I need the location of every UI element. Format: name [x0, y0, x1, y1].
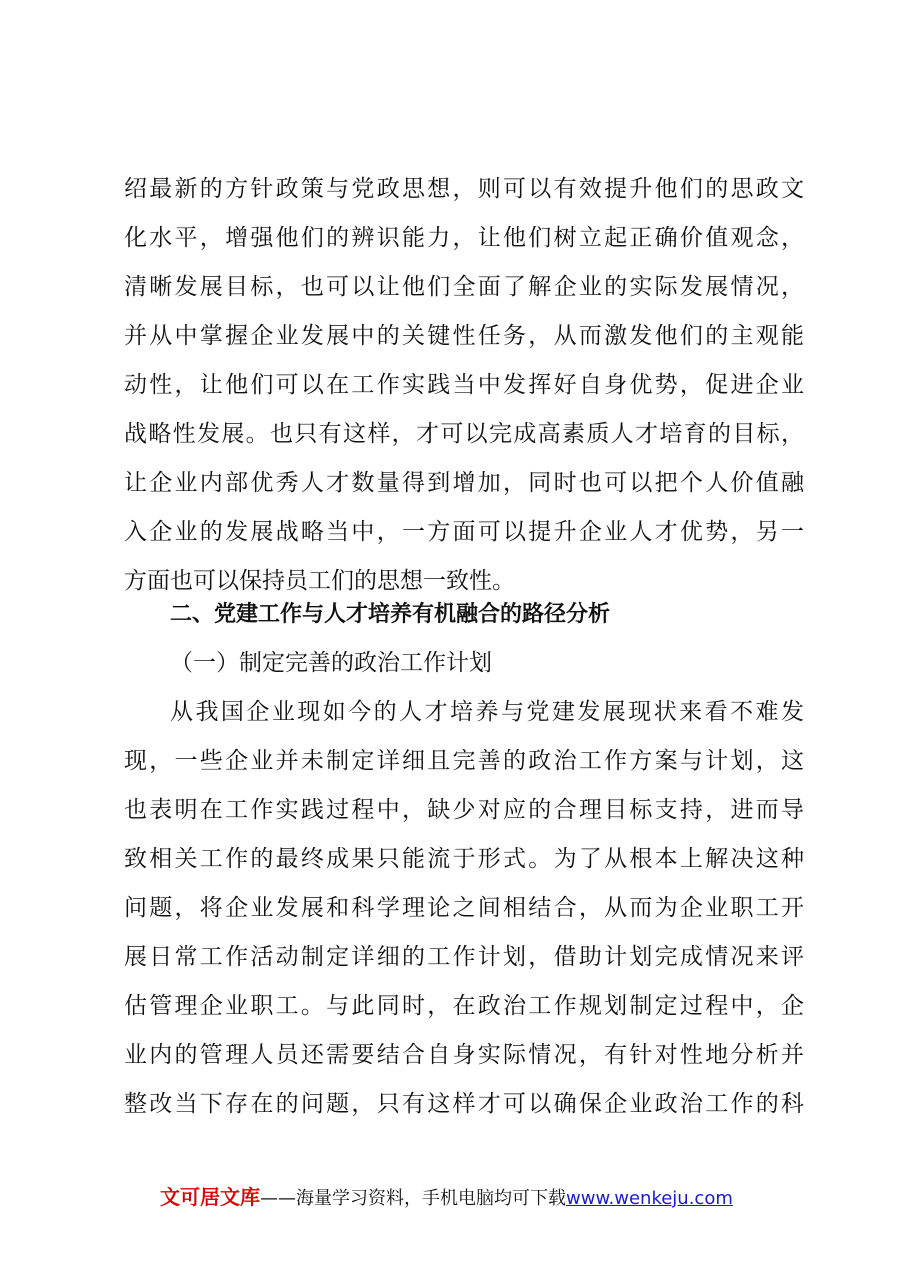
text-line: 动性，让他们可以在工作实践当中发挥好自身优势，促进企业 — [124, 372, 804, 398]
text-line: 从我国企业现如今的人才培养与党建发展现状来看不难发 — [170, 699, 804, 725]
text-line: 化水平，增强他们的辨识能力，让他们树立起正确价值观念， — [124, 225, 804, 251]
text-line: 让企业内部优秀人才数量得到增加，同时也可以把个人价值融 — [124, 470, 804, 496]
subsection-heading: （一）制定完善的政治工作计划 — [170, 650, 492, 676]
text-line: 绍最新的方针政策与党政思想，则可以有效提升他们的思政文 — [124, 176, 804, 202]
footer-brand: 文可居文库 — [160, 1185, 260, 1209]
text-line: 业内的管理人员还需要结合自身实际情况，有针对性地分析并 — [124, 1042, 804, 1068]
text-line: 整改当下存在的问题，只有这样才可以确保企业政治工作的科 — [124, 1091, 804, 1117]
text-line: 展日常工作活动制定详细的工作计划，借助计划完成情况来评 — [124, 944, 804, 970]
text-line: 方面也可以保持员工们的思想一致性。 — [124, 568, 515, 594]
footer-slogan: ——海量学习资料，手机电脑均可下载 — [260, 1188, 566, 1209]
footer-banner — [160, 1183, 800, 1211]
text-line: 现，一些企业并未制定详细且完善的政治工作方案与计划，这 — [124, 748, 804, 774]
text-line: 致相关工作的最终成果只能流于形式。为了从根本上解决这种 — [124, 846, 804, 872]
text-line: 问题，将企业发展和科学理论之间相结合，从而为企业职工开 — [124, 895, 804, 921]
text-line: 并从中掌握企业发展中的关键性任务，从而激发他们的主观能 — [124, 323, 804, 349]
text-line: 清晰发展目标，也可以让他们全面了解企业的实际发展情况， — [124, 274, 804, 300]
footer-url-link[interactable]: www.wenkeju.com — [566, 1188, 733, 1209]
text-line: 入企业的发展战略当中，一方面可以提升企业人才优势，另一 — [124, 519, 804, 545]
section-heading: 二、党建工作与人才培养有机融合的路径分析 — [170, 602, 611, 627]
text-line: 战略性发展。也只有这样，才可以完成高素质人才培育的目标， — [124, 421, 804, 447]
text-line: 也表明在工作实践过程中，缺少对应的合理目标支持，进而导 — [124, 797, 804, 823]
text-line: 估管理企业职工。与此同时，在政治工作规划制定过程中，企 — [124, 993, 804, 1019]
